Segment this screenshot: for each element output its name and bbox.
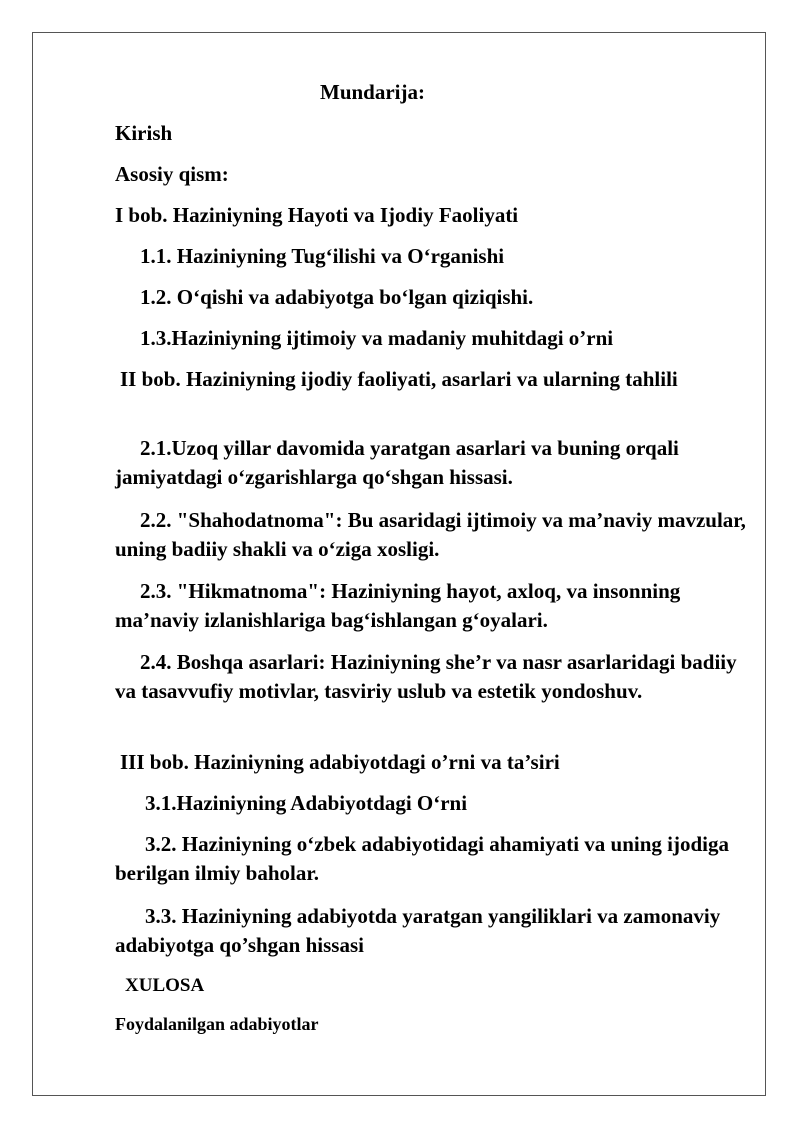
toc-section-2-3: 2.3. "Hikmatnoma": Haziniyning hayot, axloq, va insonning ma’naviy izlanishlariga bag‘ishlangan g‘oyalari. <box>115 579 681 632</box>
toc-conclusion: XULOSA <box>125 975 205 996</box>
toc-section-2-4: 2.4. Boshqa asarlari: Haziniyning she’r va nasr asarlaridagi badiiy va tasavvufiy motivlar, tasviriy uslub va estetik yondoshuv. <box>115 650 737 703</box>
toc-references: Foydalanilgan adabiyotlar <box>115 1014 319 1034</box>
toc-section-1-1: 1.1. Haziniyning Tug‘ilishi va O‘rganishi <box>140 244 505 268</box>
toc-section-2-2: 2.2. "Shahodatnoma": Bu asaridagi ijtimoiy va ma’naviy mavzular, uning badiiy shakli va o‘ziga xosligi. <box>115 508 746 561</box>
toc-section-3-2: 3.2. Haziniyning o‘zbek adabiyotidagi ahamiyati va uning ijodiga berilgan ilmiy baholar. <box>115 832 730 885</box>
toc-entry-introduction: Kirish <box>115 121 173 145</box>
toc-chapter-3: III bob. Haziniyning adabiyotdagi o’rni va ta’siri <box>120 750 560 774</box>
toc-chapter-2: II bob. Haziniyning ijodiy faoliyati, asarlari va ularning tahlili <box>120 367 678 391</box>
toc-section-1-2: 1.2. O‘qishi va adabiyotga bo‘lgan qiziqishi. <box>140 285 534 309</box>
toc-section-3-3: 3.3. Haziniyning adabiyotda yaratgan yangiliklari va zamonaviy adabiyotga qo’shgan hissasi <box>115 904 721 957</box>
toc-title: Mundarija: <box>320 80 425 104</box>
toc-entry-main-part: Asosiy qism: <box>115 162 229 186</box>
toc-chapter-1: I bob. Haziniyning Hayoti va Ijodiy Faoliyati <box>115 203 519 227</box>
toc-section-2-1: 2.1.Uzoq yillar davomida yaratgan asarlari va buning orqali jamiyatdagi o‘zgarishlarga qo‘shgan hissasi. <box>115 436 679 489</box>
toc-section-1-3: 1.3.Haziniyning ijtimoiy va madaniy muhitdagi o’rni <box>140 326 614 350</box>
toc-section-3-1: 3.1.Haziniyning Adabiyotdagi O‘rni <box>145 791 468 815</box>
